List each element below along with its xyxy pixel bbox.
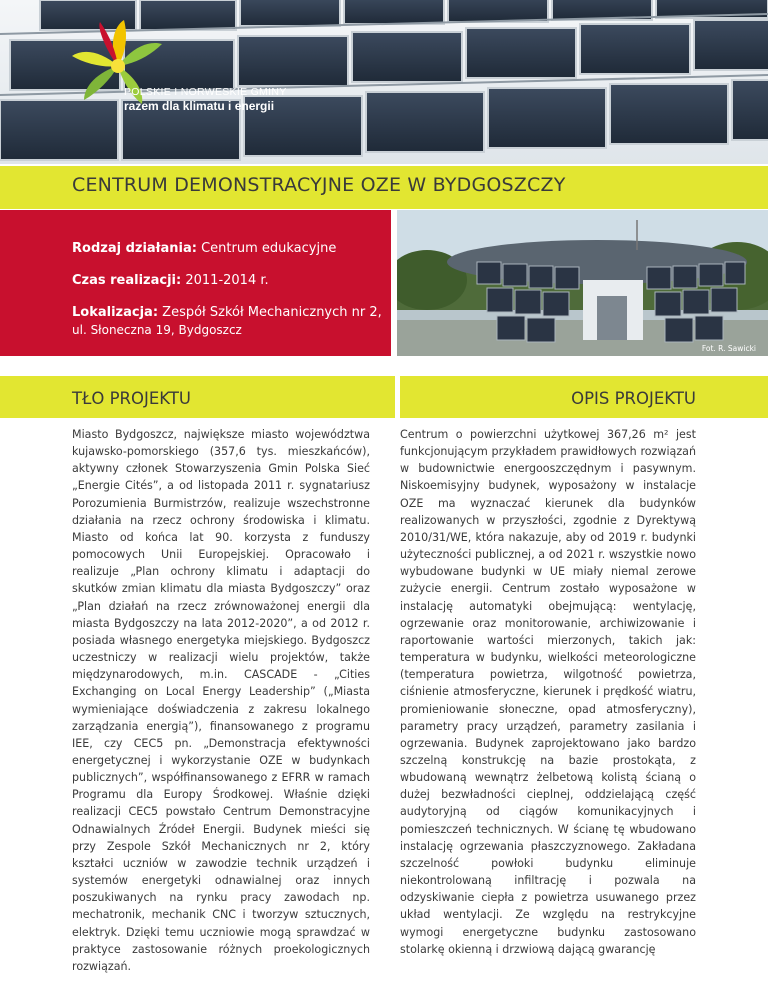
- section-band-left: [0, 376, 395, 418]
- description-paragraph: Centrum o powierzchni użytkowej 367,26 m² jest funkcjonującym przykładem prawidłowych rozwiązań w budownictwie energooszczędnym i pasywnym. Niskoemisyjny budynek, wyposażony w instalacje OZE ma wyznaczać kierunek dla budynków realizowanych w przyszłości, zgodnie z Dyrektywą 2010/31/WE, która nakazuje, aby od 2019 r. budynki użyteczności publicznej, a od 2021 r. wszystkie nowo wybudowane budynki w UE miały niemal zerowe zużycie energii. Centrum zostało wyposażone w instalację automatyki obejmującą: wentylację, ogrzewanie oraz monitorowanie, archiwizowanie i raportowanie wartości mierzonych, takich jak: temperatura w budynku, wielkości meteorologiczne (temperatura powietrza, wilgotność powietrza, ciśnienie atmosferyczne, kierunek i prędkość wiatru, promieniowanie słoneczne, opad atmosferyczny), parametry pracy urządzeń, parametry zasilania i ogrzewania. Budynek zaprojektowano jako bardzo szczelną konstrukcję na bazie prostokąta, z wbudowaną wewnątrz żelbetową kolistą ścianą o dużej bezwładności cieplnej, oddzielającą część audytoryjną od ciągów komunikacyjnych i pomieszczeń technicznych. W ścianę tę wbudowano instalację ogrzewania płaszczyznowego. Zakładana szczelność powłoki budynku eliminuje niekontrolowaną infiltrację i pozwala na odzyskiwanie ciepła z powietrza usuwanego przez układ wentylacji. Ze względu na restrykcyjne wymogi energetyczne budynku zastosowano stolarkę okienną i drzwiową dającą gwarancję: [400, 428, 696, 956]
- background-text-column: [72, 426, 370, 975]
- project-info-box: [0, 210, 391, 356]
- photo-credit: Fot. R. Sawicki: [701, 344, 756, 353]
- info-type-label: Rodzaj działania:: [72, 241, 197, 256]
- info-time-value: 2011-2014 r.: [185, 273, 269, 288]
- description-text-column: [400, 426, 696, 958]
- info-location: [72, 305, 382, 320]
- building-photo: [397, 210, 768, 356]
- info-type-value: Centrum edukacyjne: [201, 241, 337, 256]
- info-location-value: Zespół Szkół Mechanicznych nr 2,: [162, 305, 382, 320]
- info-type: [72, 241, 336, 256]
- info-location-label: Lokalizacja:: [72, 305, 159, 320]
- info-location-value2: ul. Słoneczna 19, Bydgoszcz: [72, 323, 242, 337]
- info-time: [72, 273, 269, 288]
- logo-text-line1: POLSKIE I NORWESKIE GMINY: [124, 86, 287, 98]
- section-title-description: OPIS PROJEKTU: [571, 389, 696, 408]
- logo-flower-icon: [68, 18, 298, 138]
- background-paragraph: Miasto Bydgoszcz, największe miasto województwa kujawsko-pomorskiego (357,6 tys. mieszkańców), aktywny członek Stowarzyszenia Gmin Polska Sieć „Energie Cités”, a od listopada 2011 r. sygnatariusz Porozumienia Burmistrzów, realizuje wszechstronne działania na rzecz ochrony środowiska i klimatu. Miasto od końca lat 90. korzysta z funduszy pomocowych Unii Europejskiej. Opracowało i realizuje „Plan ochrony klimatu i adaptacji do skutków zmian klimatu dla miasta Bydgoszczy” oraz „Plan działań na rzecz zrównoważonej energii dla miasta Bydgoszczy na lata 2012-2020”, a od 2012 r. posiada własnego energetyka miejskiego. Bydgoszcz uczestniczy w realizacji wielu projektów, także międzynarodowych, m.in. CASCADE - „Cities Exchanging on Local Energy Leadership” („Miasta wymieniające doświadczenia z zakresu lokalnego zarządzania energią”), finansowanego z programu IEE, czy CEC5 pn. „Demonstracja efektywności energetycznej i wykorzystanie OZE w budynkach publicznych”, współfinansowanego z EFRR w ramach Programu dla Europy Środkowej. Właśnie dzięki realizacji CEC5 powstało Centrum Demonstracyjne Odnawialnych Źródeł Energii. Budynek mieści się przy Zespole Szkół Mechanicznych nr 2, który kształci uczniów w zawodzie technik urządzeń i systemów energetyki odnawialnej oraz innych poszukiwanych na rynku pracy zawodach np. mechatronik, mechanik CNC i tworzyw sztucznych, elektryk. Dzięki temu uczniowie mogą sprawdzać w praktyce zastosowanie różnych proekologicznych rozwiązań.: [72, 428, 370, 973]
- building-image: [397, 210, 768, 356]
- section-title-background: TŁO PROJEKTU: [72, 389, 191, 408]
- info-time-label: Czas realizacji:: [72, 273, 182, 288]
- header-photo: [0, 0, 768, 164]
- page-title: CENTRUM DEMONSTRACYJNE OZE W BYDGOSZCZY: [72, 174, 566, 196]
- logo-text-line2: razem dla klimatu i energii: [124, 99, 275, 113]
